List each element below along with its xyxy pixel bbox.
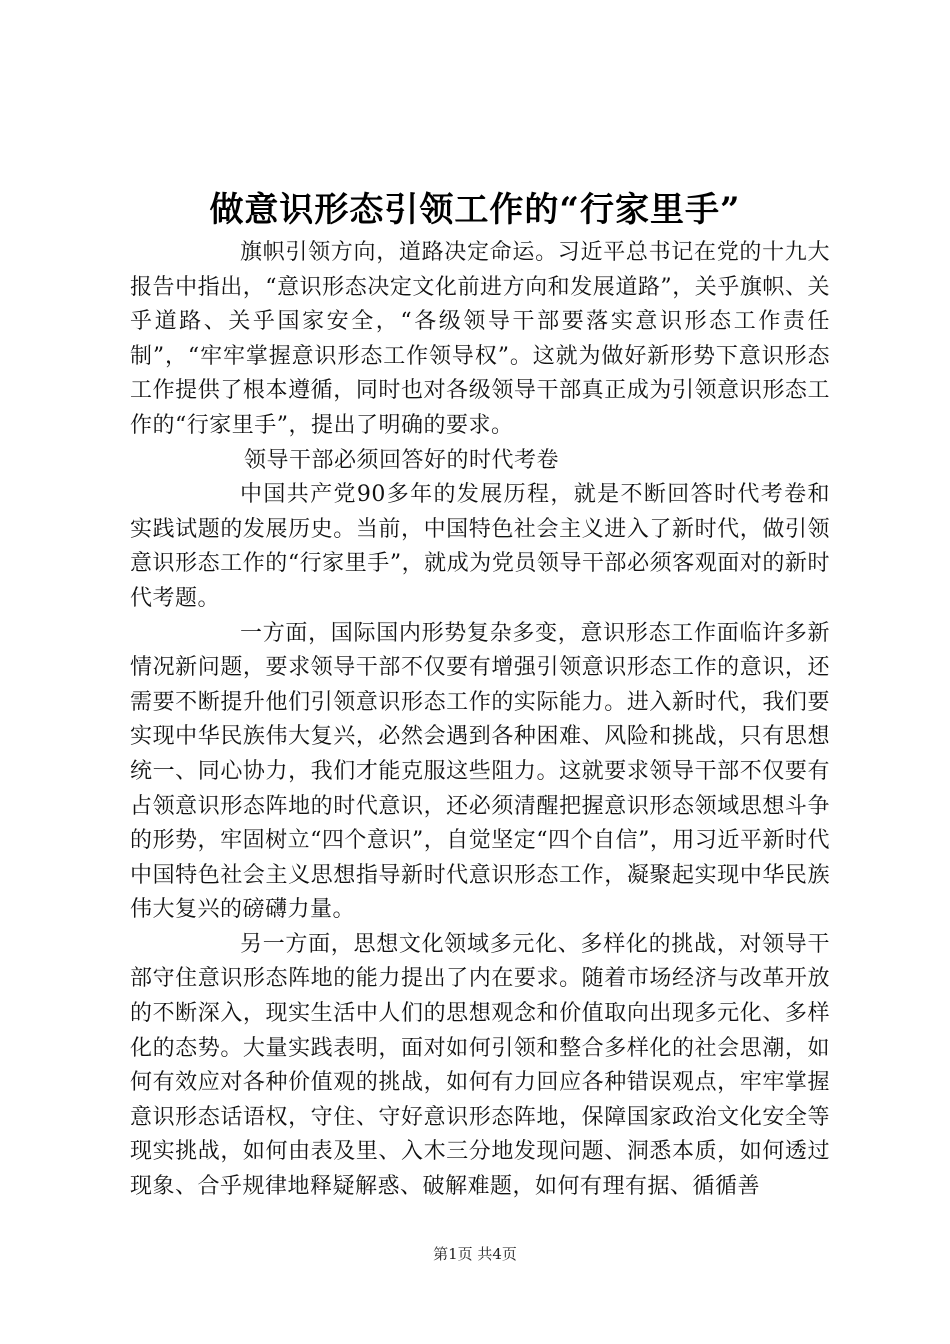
paragraph-history: 中国共产党90多年的发展历程，就是不断回答时代考卷和实践试题的发展历史。当前，中国特色社会主义进入了新时代，做引领意识形态工作的“行家里手”，就成为党员领导干部必须客观面对的新时代考题。 [130, 482, 830, 611]
page-title: 做意识形态引领工作的“行家里手” [209, 190, 741, 230]
paragraph-one-hand: 一方面，国际国内形势复杂多变，意识形态工作面临许多新情况新问题，要求领导干部不仅要有增强引领意识形态工作的意识，还需要不断提升他们引领意识形态工作的实际能力。进入新时代，我们要实现中华民族伟大复兴，必然会遇到各种困难、风险和挑战，只有思想统一、同心协力，我们才能克服这些阻力。这就要求领导干部不仅要有占领意识形态阵地的时代意识，还必须清醒把握意识形态领域思想斗争的形势，牢固树立“四个意识”，自觉坚定“四个自信”，用习近平新时代中国特色社会主义思想指导新时代意识形态工作，凝聚起实现中华民族伟大复兴的磅礴力量。 [130, 620, 830, 923]
paragraph-other-hand: 另一方面，思想文化领域多元化、多样化的挑战，对领导干部守住意识形态阵地的能力提出了内在要求。随着市场经济与改革开放的不断深入，现实生活中人们的思想观念和价值取向出现多元化、多样化的态势。大量实践表明，面对如何引领和整合多样化的社会思潮，如何有效应对各种价值观的挑战，如何有力回应各种错误观点，牢牢掌握意识形态话语权，守住、守好意识形态阵地，保障国家政治文化安全等现实挑战，如何由表及里、入木三分地发现问题、洞悉本质，如何透过现象、合乎规律地释疑解惑、破解难题，如何有理有据、循循善 [130, 931, 830, 1200]
document-body [130, 236, 830, 1205]
page-footer: 第1页 共4页 [433, 1245, 517, 1263]
paragraph-intro: 旗帜引领方向，道路决定命运。习近平总书记在党的十九大报告中指出，“意识形态决定文化前进方向和发展道路”，关乎旗帜、关乎道路、关乎国家安全，“各级领导干部要落实意识形态工作责任制”，“牢牢掌握意识形态工作领导权”。这就为做好新形势下意识形态工作提供了根本遵循，同时也对各级领导干部真正成为引领意识形态工作的“行家里手”，提出了明确的要求。 [130, 240, 830, 438]
section-heading: 领导干部必须回答好的时代考卷 [244, 447, 560, 473]
